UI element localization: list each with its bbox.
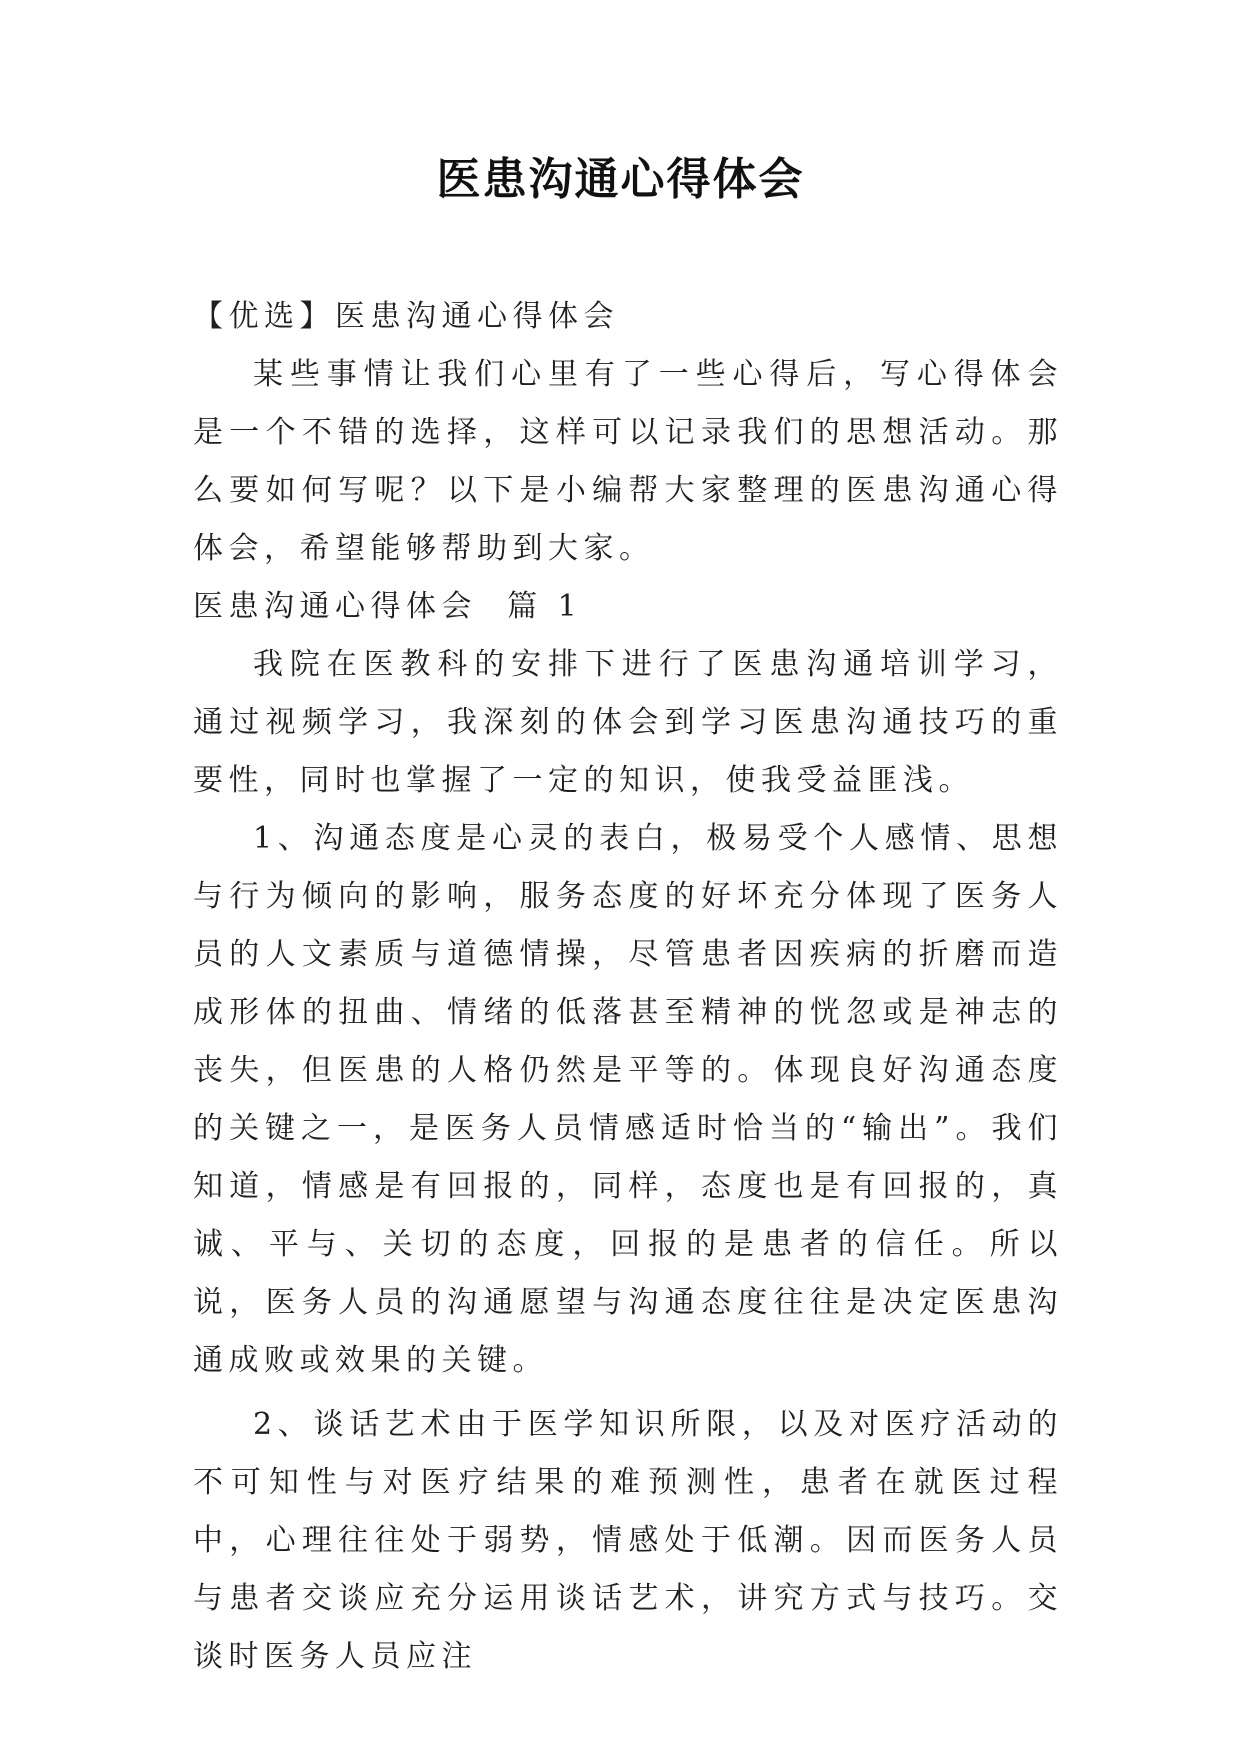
document-body [193, 288, 1063, 1686]
intro-paragraph: 某些事情让我们心里有了一些心得后，写心得体会是一个不错的选择，这样可以记录我们的思想活动。那么要如何写呢？以下是小编帮大家整理的医患沟通心得体会，希望能够帮助到大家。 [193, 357, 1063, 566]
section-heading: 医患沟通心得体会 篇 1 [193, 589, 583, 624]
document-title: 医患沟通心得体会 [436, 154, 805, 205]
body-paragraph: 2、谈话艺术由于医学知识所限，以及对医疗活动的不可知性与对医疗结果的难预测性，患者在就医过程中，心理往往处于弱势，情感处于低潮。因而医务人员与患者交谈应充分运用谈话艺术，讲究方式与技巧。交谈时医务人员应注 [193, 1407, 1063, 1674]
document-subtitle: 【优选】医患沟通心得体会 [193, 299, 619, 334]
body-paragraph: 我院在医教科的安排下进行了医患沟通培训学习，通过视频学习，我深刻的体会到学习医患沟通技巧的重要性，同时也掌握了一定的知识，使我受益匪浅。 [193, 647, 1063, 798]
body-paragraph: 1、沟通态度是心灵的表白，极易受个人感情、思想与行为倾向的影响，服务态度的好坏充分体现了医务人员的人文素质与道德情操，尽管患者因疾病的折磨而造成形体的扭曲、情绪的低落甚至精神的恍忽或是神志的丧失，但医患的人格仍然是平等的。体现良好沟通态度的关键之一，是医务人员情感适时恰当的“输出”。我们知道，情感是有回报的，同样，态度也是有回报的，真诚、平与、关切的态度，回报的是患者的信任。所以说，医务人员的沟通愿望与沟通态度往往是决定医患沟通成败或效果的关键。 [193, 821, 1063, 1378]
